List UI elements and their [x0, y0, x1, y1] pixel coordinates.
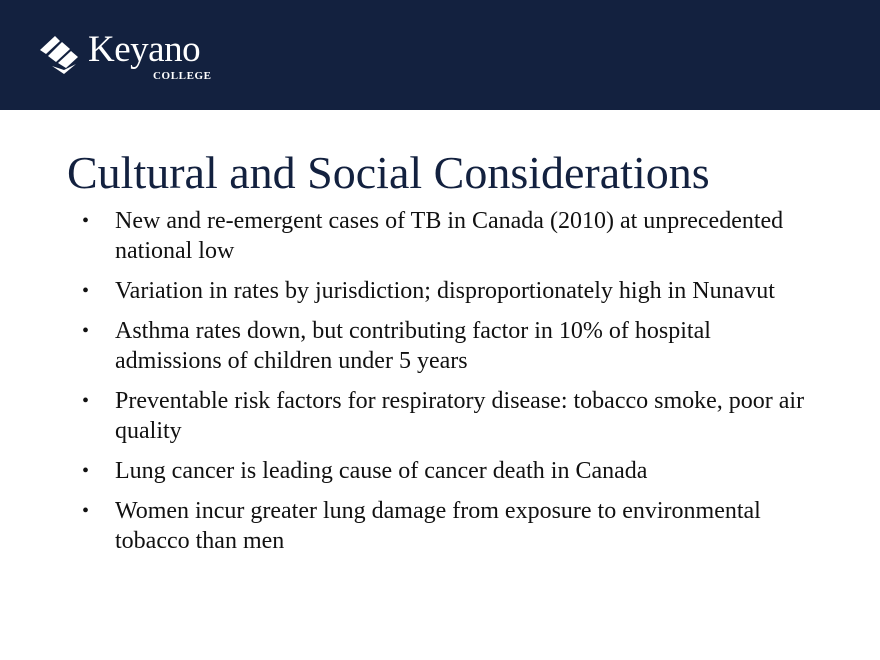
- bullet-text: Women incur greater lung damage from exposure to environmental tobacco than men: [115, 498, 761, 554]
- bullet-text: Lung cancer is leading cause of cancer death in Canada: [115, 458, 648, 484]
- bullet-item: [80, 386, 820, 446]
- bullet-item: [80, 456, 820, 486]
- bullet-text: New and re-emergent cases of TB in Canada (2010) at unprecedented national low: [115, 208, 784, 264]
- bullet-text: Preventable risk factors for respiratory disease: tobacco smoke, poor air quality: [115, 388, 805, 444]
- bullet-dot: •: [82, 280, 90, 302]
- bullet-dot: •: [82, 320, 90, 342]
- bullet-item: [80, 496, 820, 556]
- bullet-item: [80, 316, 820, 376]
- slide-title: Cultural and Social Considerations: [67, 147, 710, 198]
- bullet-item: [80, 206, 820, 266]
- header-banner: [0, 0, 880, 110]
- bullet-text: Asthma rates down, but contributing factor in 10% of hospital admissions of children under 5 years: [115, 318, 711, 374]
- bullet-text: Variation in rates by jurisdiction; disproportionately high in Nunavut: [115, 278, 775, 304]
- keyano-mark-icon: [38, 30, 86, 78]
- bullet-dot: •: [82, 460, 90, 482]
- bullet-item: [80, 276, 820, 306]
- bullet-dot: •: [82, 500, 90, 522]
- bullet-dot: •: [82, 390, 90, 412]
- bullet-dot: •: [82, 210, 90, 232]
- bullet-list: [80, 206, 820, 566]
- logo-subtitle: COLLEGE: [153, 70, 212, 82]
- logo-wordmark: Keyano: [88, 29, 201, 70]
- keyano-logo: [38, 30, 238, 82]
